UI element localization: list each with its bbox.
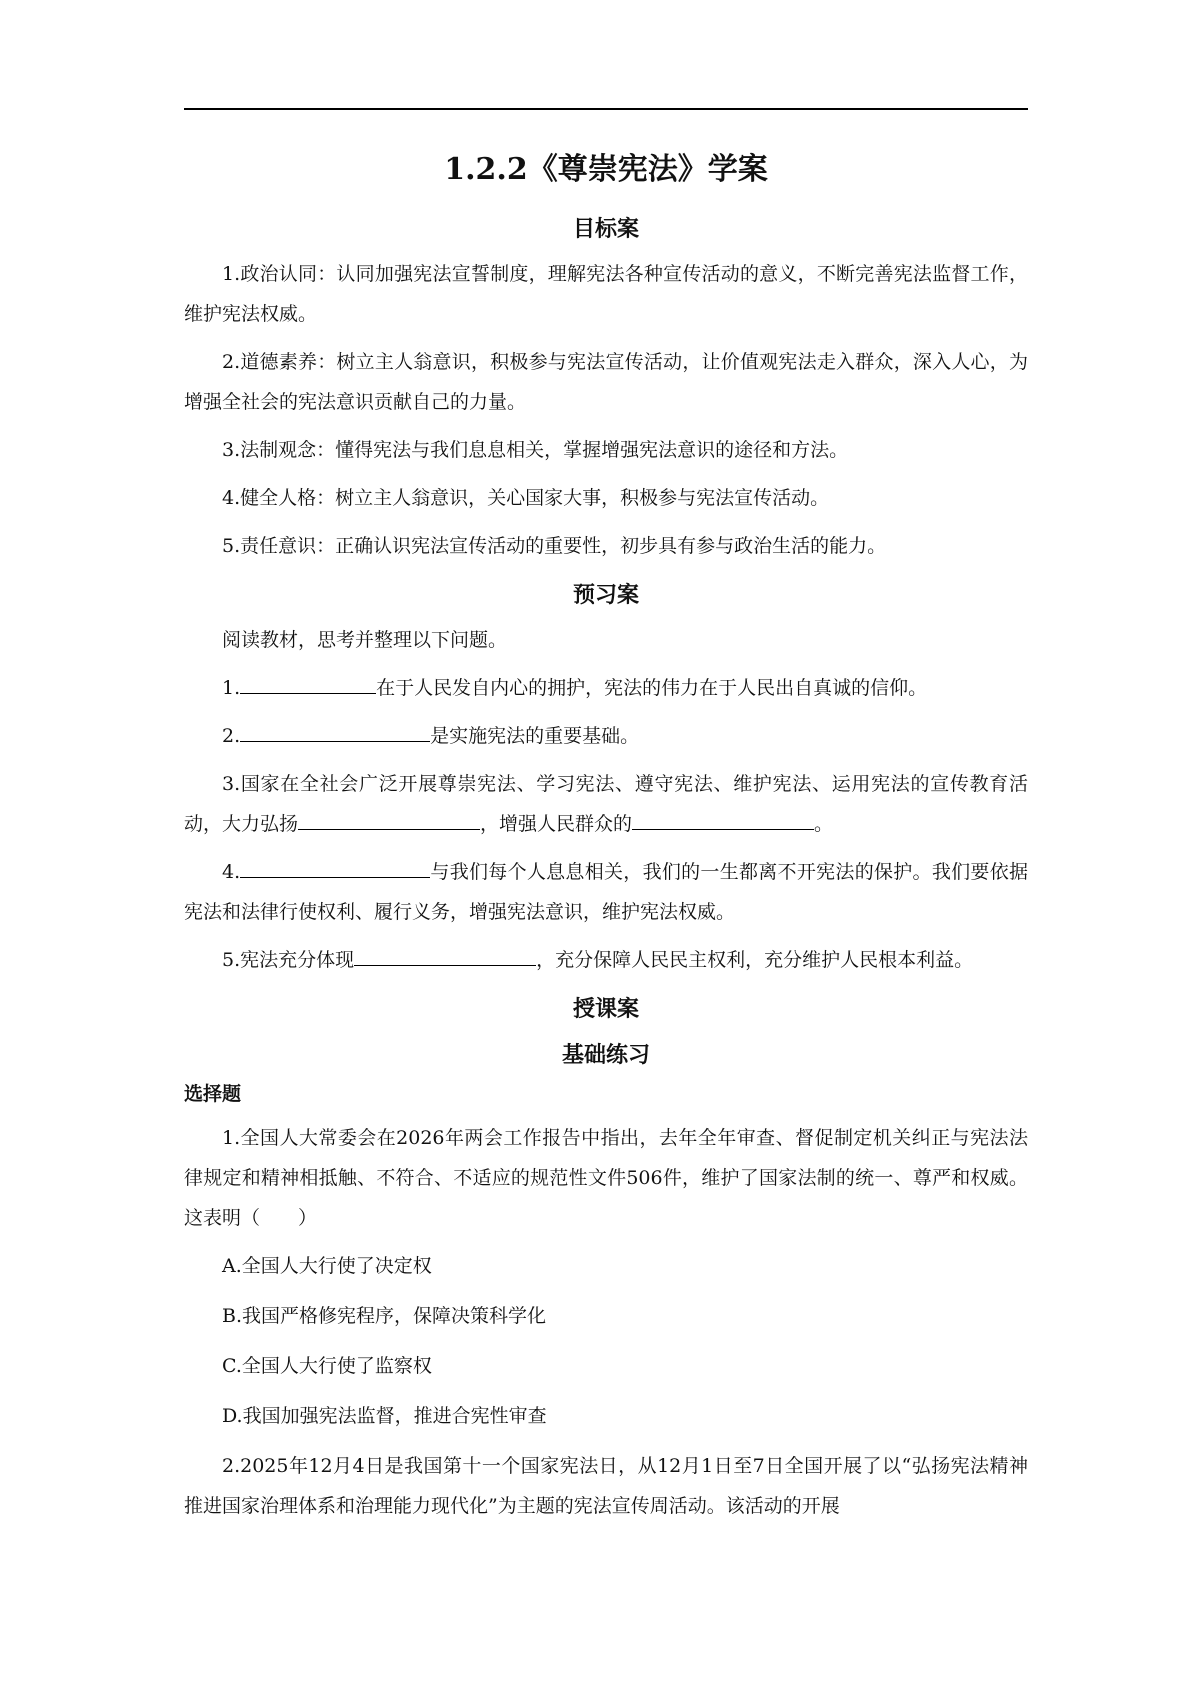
- question-text: 是实施宪法的重要基础。: [430, 725, 640, 747]
- preview-question-1: [184, 668, 1028, 708]
- header-rule: [184, 108, 1028, 110]
- goal-item: 1.政治认同：认同加强宪法宣誓制度，理解宪法各种宣传活动的意义，不断完善宪法监督工作，维护宪法权威。: [184, 263, 1028, 325]
- question-1-stem: 1.全国人大常委会在2026年两会工作报告中指出，去年全年审查、督促制定机关纠正与宪法法律规定和精神相抵触、不符合、不适应的规范性文件506件，维护了国家法制的统一、尊严和权威。这表明（ ）: [184, 1127, 1028, 1229]
- goal-item: 2.道德素养：树立主人翁意识，积极参与宪法宣传活动，让价值观宪法走入群众，深入人心，为增强全社会的宪法意识贡献自己的力量。: [184, 351, 1028, 413]
- fill-blank[interactable]: [240, 719, 430, 742]
- goals-heading: 目标案: [572, 216, 639, 242]
- fill-blank[interactable]: [354, 943, 536, 966]
- fill-blank[interactable]: [240, 671, 376, 694]
- preview-heading: 预习案: [572, 582, 639, 608]
- goal-item: 5.责任意识：正确认识宪法宣传活动的重要性，初步具有参与政治生活的能力。: [222, 535, 887, 557]
- preview-question-4: [184, 852, 1028, 932]
- question-text: 3.国家在全社会广泛开展尊崇宪法、学习宪法、遵守宪法、维护宪法、运用宪法的宣传教育活动，大力弘扬: [184, 773, 1028, 835]
- goal-item: 4.健全人格：树立主人翁意识，关心国家大事，积极参与宪法宣传活动。: [222, 487, 830, 509]
- question-text: ，充分保障人民民主权利，充分维护人民根本利益。: [536, 949, 974, 971]
- fill-blank[interactable]: [632, 807, 814, 830]
- goal-item: 3.法制观念：懂得宪法与我们息息相关，掌握增强宪法意识的途径和方法。: [222, 439, 849, 461]
- question-text: 与我们每个人息息相关，我们的一生都离不开宪法的保护。我们要依据宪法和法律行使权利、履行义务，增强宪法意识，维护宪法权威。: [184, 861, 1028, 923]
- preview-question-2: [184, 716, 1028, 756]
- preview-intro: 阅读教材，思考并整理以下问题。: [222, 629, 508, 651]
- option-a[interactable]: A.全国人大行使了决定权: [222, 1255, 432, 1277]
- question-text: 。: [814, 813, 834, 835]
- document-title: 1.2.2《尊崇宪法》学案: [444, 152, 768, 187]
- question-number: 2.: [222, 725, 241, 747]
- lesson-heading: 授课案: [572, 996, 639, 1022]
- question-number: 4.: [222, 861, 241, 883]
- question-text: 在于人民发自内心的拥护，宪法的伟力在于人民出自真诚的信仰。: [376, 677, 928, 699]
- fill-blank[interactable]: [240, 855, 430, 878]
- option-b[interactable]: B.我国严格修宪程序，保障决策科学化: [222, 1305, 547, 1327]
- fill-blank[interactable]: [298, 807, 480, 830]
- practice-heading: 基础练习: [561, 1042, 650, 1068]
- preview-question-5: [184, 940, 1028, 980]
- question-type-label: 选择题: [184, 1083, 242, 1105]
- option-c[interactable]: C.全国人大行使了监察权: [222, 1355, 432, 1377]
- document-body: [184, 150, 1028, 1534]
- question-text: 5.宪法充分体现: [222, 949, 355, 971]
- question-number: 1.: [222, 677, 241, 699]
- option-d[interactable]: D.我国加强宪法监督，推进合宪性审查: [222, 1405, 547, 1427]
- question-2-stem: 2.2025年12月4日是我国第十一个国家宪法日，从12月1日至7日全国开展了以“弘扬宪法精神推进国家治理体系和治理能力现代化”为主题的宪法宣传周活动。该活动的开展: [184, 1455, 1028, 1517]
- preview-question-3: [184, 764, 1028, 844]
- question-text: ，增强人民群众的: [480, 813, 633, 835]
